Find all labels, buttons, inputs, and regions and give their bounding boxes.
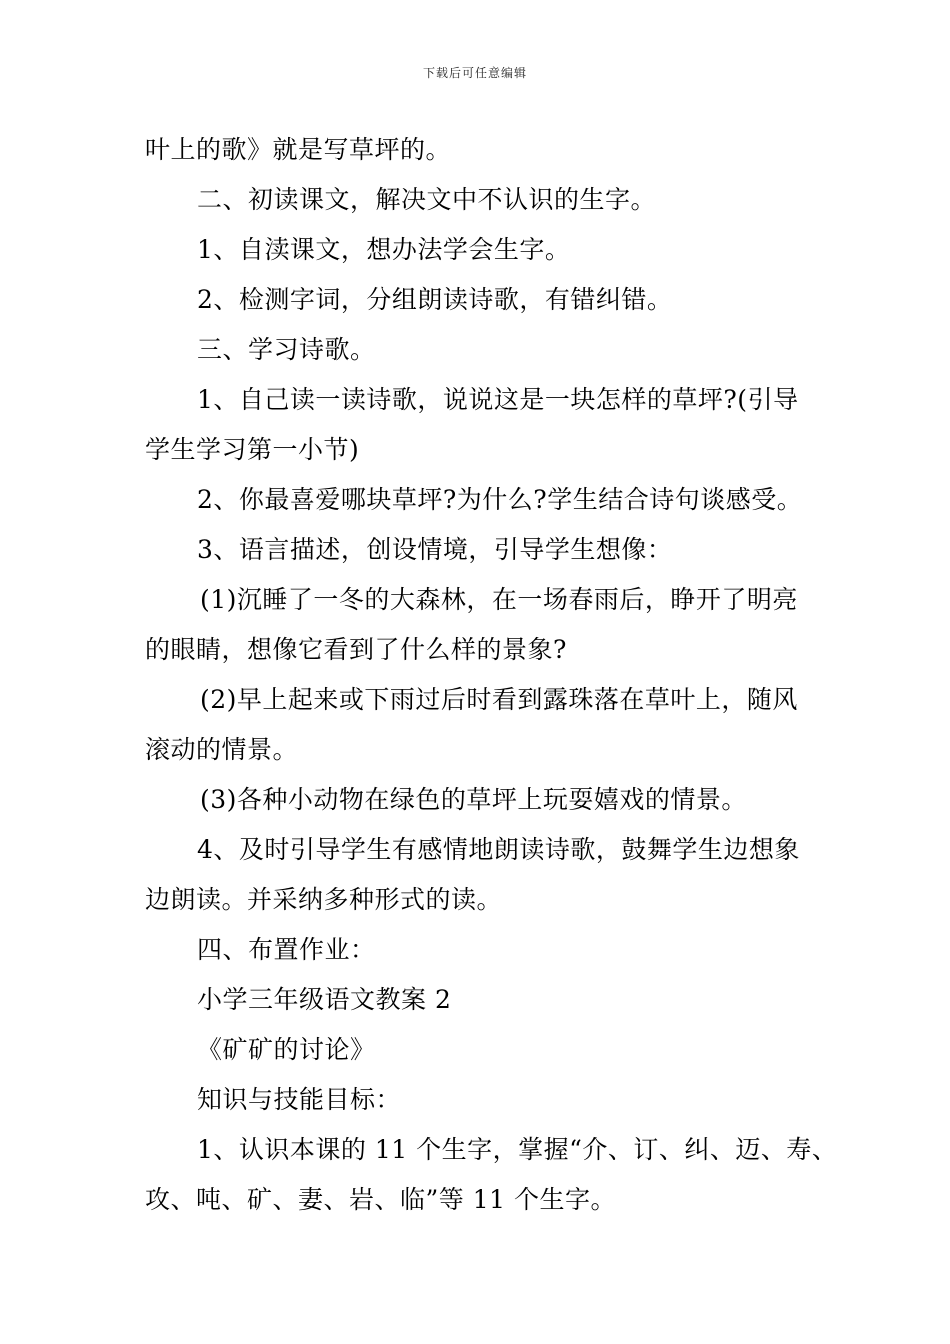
paragraph-line: 攻、吨、矿、妻、岩、临”等 11 个生字。	[145, 1185, 616, 1214]
paragraph-line: 4、及时引导学生有感情地朗读诗歌，鼓舞学生边想象	[197, 835, 800, 864]
lesson-title: 小学三年级语文教案 2	[197, 985, 452, 1014]
paragraph-line: 学生学习第一小节)	[145, 435, 360, 464]
paragraph-line: (1)沉睡了一冬的大森林，在一场春雨后，睁开了明亮	[200, 585, 798, 614]
paragraph-line: 1、认识本课的 11 个生字，掌握“介、订、纠、迈、寿、	[197, 1135, 838, 1164]
section-heading: 知识与技能目标：	[197, 1085, 402, 1114]
paragraph-line: 2、检测字词，分组朗读诗歌，有错纠错。	[197, 285, 673, 314]
paragraph-line: 1、自己读一读诗歌，说说这是一块怎样的草坪?(引导	[197, 385, 799, 414]
paragraph-line: 滚动的情景。	[145, 735, 299, 764]
paragraph-line: 的眼睛，想像它看到了什么样的景象?	[145, 635, 567, 664]
paragraph-line: (2)早上起来或下雨过后时看到露珠落在草叶上，随风	[200, 685, 798, 714]
document-body	[145, 125, 838, 1225]
section-heading: 三、学习诗歌。	[197, 335, 376, 364]
paragraph-line: 2、你最喜爱哪块草坪?为什么?学生结合诗句谈感受。	[197, 485, 803, 514]
paragraph-line: (3)各种小动物在绿色的草坪上玩耍嬉戏的情景。	[200, 785, 747, 814]
lesson-name: 《矿矿的讨论》	[197, 1035, 376, 1064]
paragraph-line: 叶上的歌》就是写草坪的。	[145, 135, 452, 164]
paragraph-line: 3、语言描述，创设情境，引导学生想像：	[197, 535, 673, 564]
paragraph-line: 1、自渎课文，想办法学会生字。	[197, 235, 571, 264]
paragraph-line: 边朗读。并采纳多种形式的读。	[145, 885, 503, 914]
section-heading: 二、初读课文，解决文中不认识的生字。	[197, 185, 657, 214]
header-note: 下载后可任意编辑	[422, 66, 527, 80]
section-heading: 四、布置作业：	[197, 935, 376, 964]
